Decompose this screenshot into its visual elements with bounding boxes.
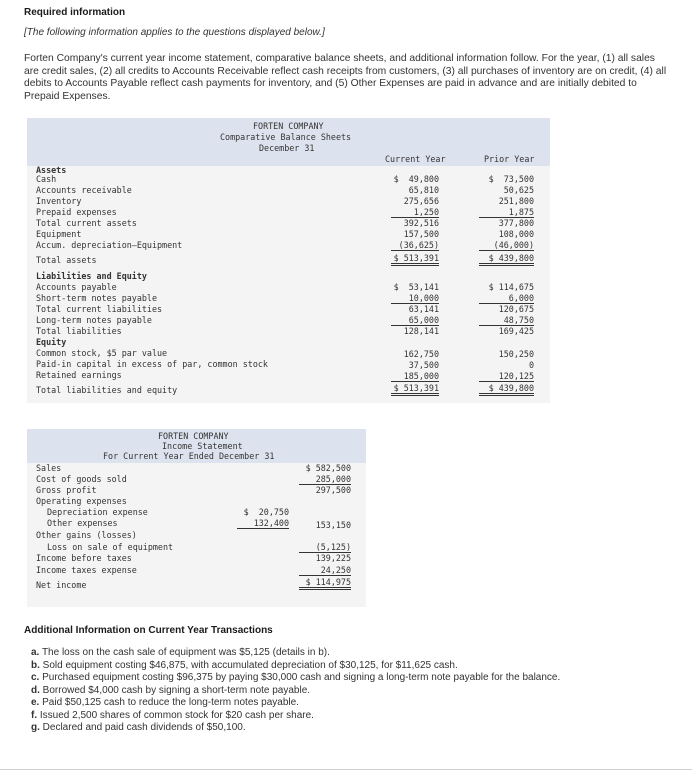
income-statement-table [27,429,366,607]
accum-dep-prior: (46,000) [479,240,534,251]
list-item [31,710,671,723]
item-letter: e. [31,697,40,708]
row-label-total-assets: Total assets [36,255,97,265]
list-item [31,697,671,710]
row-label-short-term-notes: Short-term notes payable [36,293,158,303]
is-company-name: FORTEN COMPANY [158,431,229,441]
accum-dep-current: (36,625) [391,240,439,251]
list-item [31,647,671,660]
item-letter: b. [31,659,40,671]
row-label-total-current-liabilities: Total current liabilities [36,304,163,314]
total-le-current: $ 513,391 [391,383,439,396]
additional-info-title: Additional Information on Current Year Transactions [24,625,273,636]
liabilities-equity-heading: Liabilities and Equity [36,271,147,281]
equity-heading: Equity [36,337,67,347]
additional-info-list [31,647,671,735]
item-letter: g. [31,722,40,733]
row-label-inventory: Inventory [36,196,82,206]
retained-prior: 120,125 [479,371,534,382]
list-item [31,722,671,735]
total-assets-current: $ 513,391 [391,253,439,266]
is-other-expenses-value: 132,400 [237,518,289,529]
common-stock-current: 162,750 [403,349,439,359]
is-operating-expenses-heading: Operating expenses [36,496,127,506]
assets-heading: Assets [36,165,67,175]
total-current-assets-current: 392,516 [403,218,439,228]
row-label-accum-depreciation: Accum. depreciation—Equipment [36,240,183,250]
stnp-prior: 6,000 [479,293,534,304]
item-text: The loss on the cash sale of equipment was $5,125 (details in b). [41,647,330,658]
row-label-total-liabilities: Total liabilities [36,326,122,336]
item-text: Declared and paid cash dividends of $50,100. [42,722,246,733]
row-label-prepaid-expenses: Prepaid expenses [36,207,117,217]
balance-sheet-table [27,118,550,403]
is-label-other-expenses: Other expenses [47,518,118,528]
row-label-paid-in-capital: Paid-in capital in excess of par, common stock [36,359,268,369]
row-label-long-term-notes: Long-term notes payable [36,315,152,325]
is-label-sales: Sales [36,463,62,473]
inventory-prior: 251,800 [498,196,534,206]
row-label-equipment: Equipment [36,229,82,239]
bs-company-name: FORTEN COMPANY [253,121,324,131]
row-label-common-stock: Common stock, $5 par value [36,348,168,358]
is-label-cogs: Cost of goods sold [36,474,127,484]
row-label-total-current-assets: Total current assets [36,218,137,228]
paid-in-current: 37,500 [408,360,439,370]
item-letter: f. [31,709,38,721]
is-total-operating-expenses: 153,150 [315,520,351,530]
retained-current: 185,000 [391,371,439,382]
total-le-prior: $ 439,800 [479,383,534,396]
is-cogs-value: 285,000 [299,474,351,485]
is-gross-profit-value: 297,500 [315,485,351,495]
item-text: Borrowed $4,000 cash by signing a short-term note payable. [42,684,311,696]
bottom-divider [0,769,692,770]
prepaid-prior: 1,875 [479,207,534,218]
is-label-depreciation: Depreciation expense [47,507,148,517]
cash-current: $ 49,800 [393,174,439,184]
item-text: Purchased equipment costing $96,375 by paying $30,000 cash and signing a long-term note payable for the balance. [42,672,561,683]
item-letter: d. [31,684,40,696]
is-income-before-taxes-value: 139,225 [315,553,351,563]
item-text: Sold equipment costing $46,875, with accumulated depreciation of $30,125, for $11,625 cash. [42,659,458,671]
prepaid-current: 1,250 [391,207,439,218]
total-liab-prior: 169,425 [498,326,534,336]
list-item [31,685,671,698]
row-label-retained-earnings: Retained earnings [36,370,122,380]
is-label-loss-on-sale: Loss on sale of equipment [47,542,174,552]
common-stock-prior: 150,250 [498,349,534,359]
is-title: Income Statement [162,441,243,451]
total-current-assets-prior: 377,800 [498,218,534,228]
list-item [31,660,671,673]
is-income-taxes-value: 24,250 [299,565,351,576]
is-other-gains-heading: Other gains (losses) [36,530,137,540]
item-letter: c. [31,672,40,683]
intro-paragraph: Forten Company's current year income statement, comparative balance sheets, and additional information follow. For the year, (1) all sales are credit sales, (2) all credits to Accounts Receivable reflect cash receipts from customers, (3) all purchases of inventory are on credit, (4) all debits to Accounts Payable reflect cash payments for inventory, and (5) Other Expenses are paid in advance and are initially debited to Prepaid Expenses. [24,53,667,102]
stnp-current: 10,000 [391,293,439,304]
total-current-liab-current: 63,141 [408,304,439,314]
row-label-cash: Cash [36,174,57,184]
is-label-income-taxes: Income taxes expense [36,565,137,575]
is-loss-on-sale-value: (5,125) [299,542,351,553]
inventory-current: 275,656 [403,196,439,206]
row-label-total-liabilities-equity: Total liabilities and equity [36,385,178,395]
bs-title: Comparative Balance Sheets [220,132,352,142]
total-liab-current: 128,141 [403,326,439,336]
total-assets-prior: $ 439,800 [479,253,534,266]
bs-date: December 31 [259,143,315,153]
row-label-accounts-receivable: Accounts receivable [36,185,132,195]
is-label-net-income: Net income [36,580,87,590]
item-text: Paid $50,125 cash to reduce the long-term notes payable. [42,697,299,708]
ltnp-current: 65,000 [391,315,439,326]
ar-current: 65,810 [408,185,439,195]
col-header-prior-year: Prior Year [484,154,535,164]
is-period: For Current Year Ended December 31 [103,451,275,461]
is-label-income-before-taxes: Income before taxes [36,553,132,563]
col-header-current-year: Current Year [385,154,446,164]
equipment-current: 157,500 [403,229,439,239]
ltnp-prior: 48,750 [479,315,534,326]
equipment-prior: 108,000 [498,229,534,239]
ap-current: $ 53,141 [393,282,439,292]
paid-in-prior: 0 [528,360,534,370]
required-information-title: Required information [24,7,126,18]
item-letter: a. [31,647,40,658]
row-label-accounts-payable: Accounts payable [36,282,117,292]
cash-prior: $ 73,500 [488,174,534,184]
instruction-text: [The following information applies to the questions displayed below.] [24,27,325,38]
is-label-gross-profit: Gross profit [36,485,97,495]
is-sales-value: $ 582,500 [305,463,351,473]
list-item [31,672,671,685]
item-text: Issued 2,500 shares of common stock for $20 cash per share. [39,709,314,721]
ar-prior: 50,625 [503,185,534,195]
is-net-income-value: $ 114,975 [299,577,351,590]
ap-prior: $ 114,675 [488,282,534,292]
is-depreciation-value: $ 20,750 [243,507,289,517]
total-current-liab-prior: 120,675 [498,304,534,314]
